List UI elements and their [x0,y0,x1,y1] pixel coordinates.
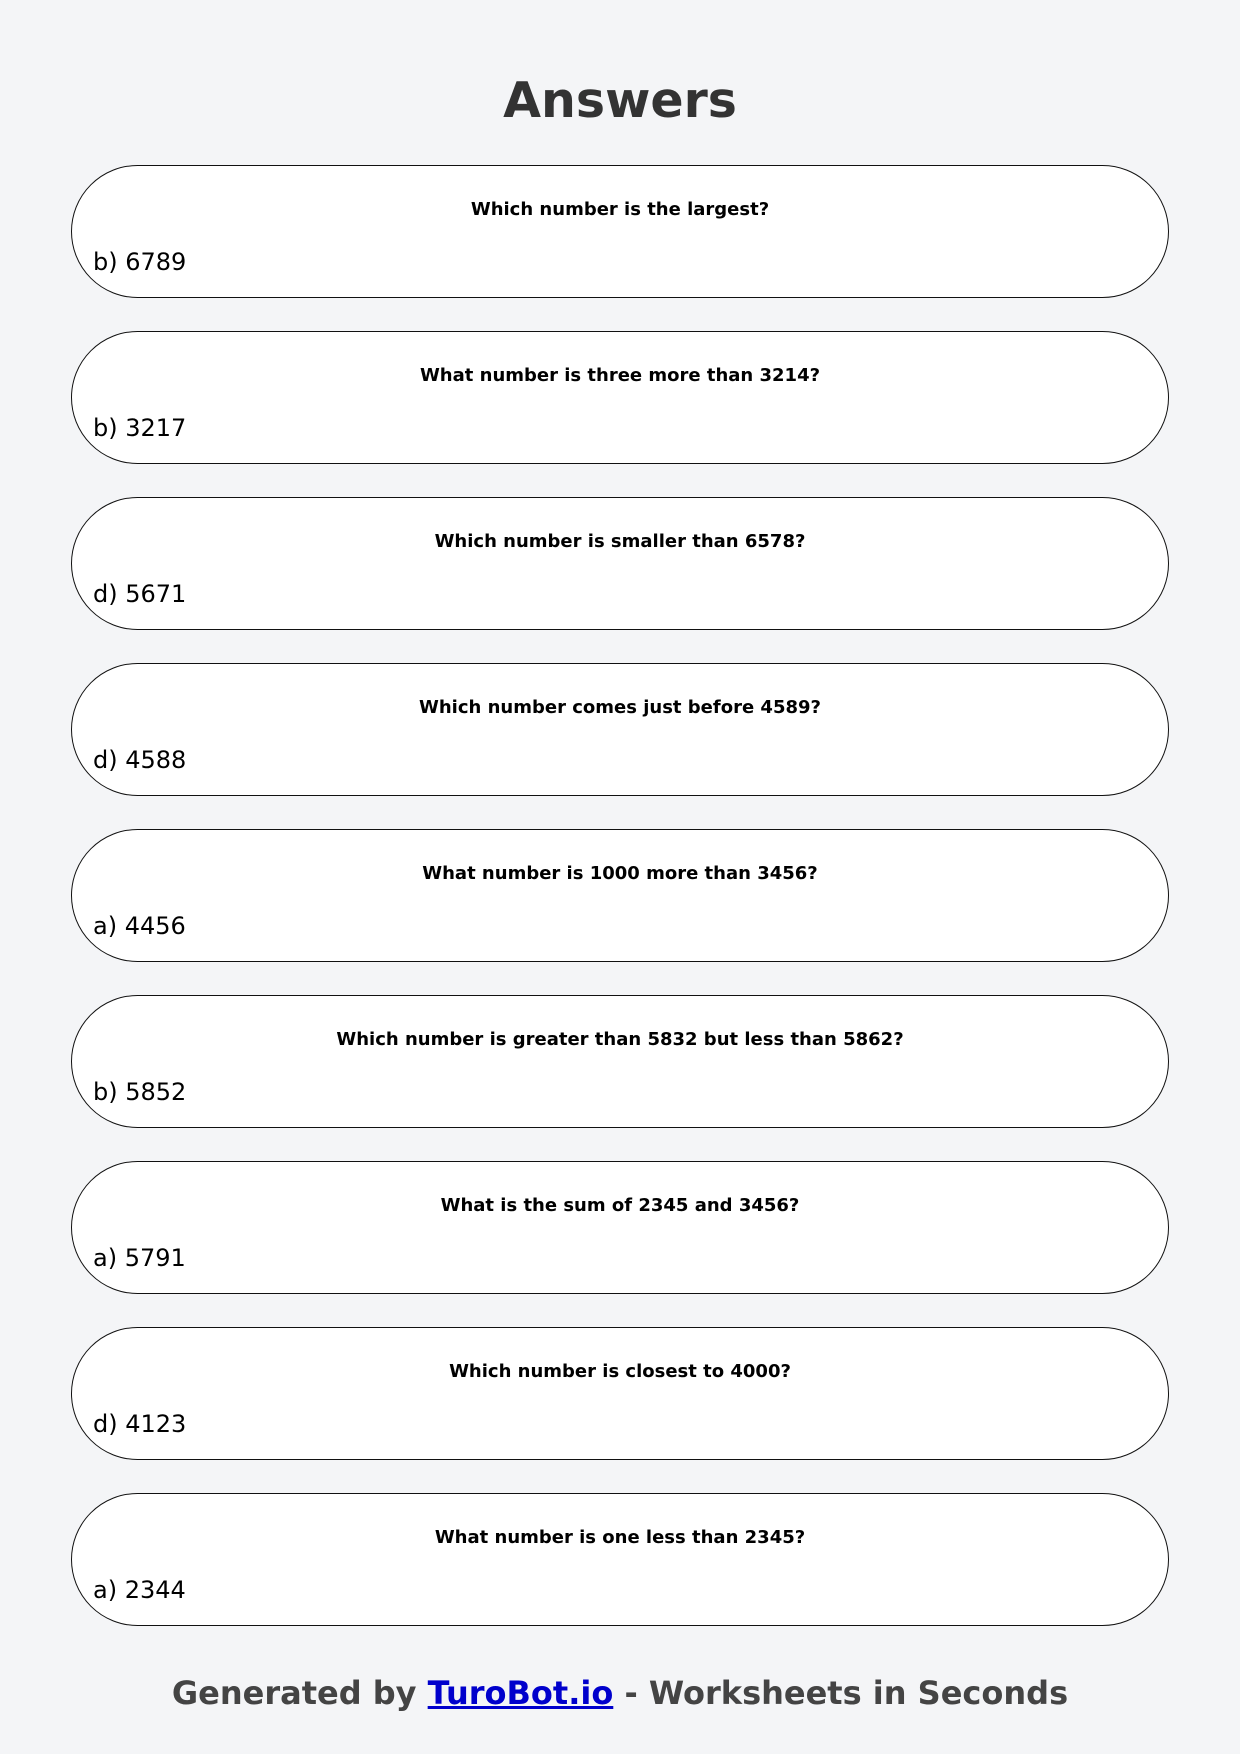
answer-card [71,497,1169,630]
answer-card [71,165,1169,298]
answer-text: d) 4123 [93,1410,187,1438]
answer-card [71,1493,1169,1626]
answer-text: a) 4456 [93,912,186,940]
answer-text: b) 6789 [93,248,187,276]
footer-prefix: Generated by [171,1674,428,1712]
answer-list [71,165,1169,1659]
answer-text: b) 3217 [93,414,187,442]
answer-card [71,663,1169,796]
answer-card [71,995,1169,1128]
answer-text: b) 5852 [93,1078,187,1106]
question-text: Which number is the largest? [470,199,770,220]
question-text: Which number is greater than 5832 but less than 5862? [336,1029,904,1050]
question-text: What number is one less than 2345? [434,1527,806,1548]
footer [0,1673,1240,1713]
answer-text: d) 5671 [93,580,187,608]
turobot-link[interactable]: TuroBot.io [427,1674,614,1712]
answer-card [71,331,1169,464]
question-text: What is the sum of 2345 and 3456? [440,1195,800,1216]
answer-card [71,1161,1169,1294]
footer-suffix: - Worksheets in Seconds [613,1674,1069,1712]
question-text: What number is three more than 3214? [419,365,821,386]
answer-text: a) 5791 [93,1244,186,1272]
question-text: Which number is smaller than 6578? [434,531,806,552]
answer-text: d) 4588 [93,746,187,774]
answer-text: a) 2344 [93,1576,186,1604]
page-title: Answers [503,72,737,129]
answer-card [71,829,1169,962]
answer-card [71,1327,1169,1460]
question-text: Which number comes just before 4589? [419,697,821,718]
question-text: What number is 1000 more than 3456? [422,863,818,884]
question-text: Which number is closest to 4000? [449,1361,791,1382]
